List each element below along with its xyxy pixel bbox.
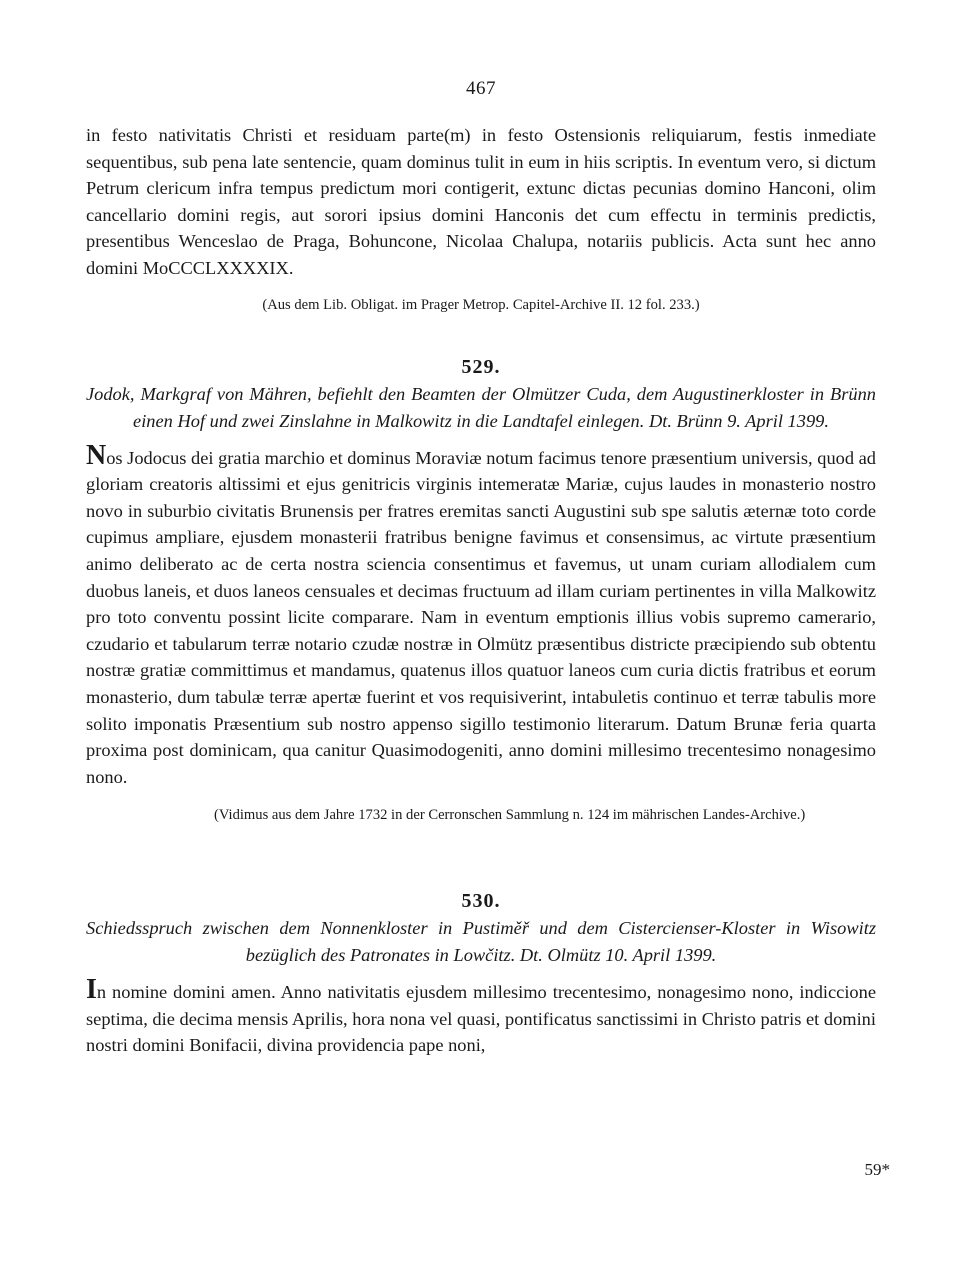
initial-letter-530: I [86,974,97,1006]
page-number: 467 [466,78,496,99]
text-529: os Jodocus dei gratia marchio et dominus Moraviæ notum facimus tenore præsentium universis, quod ad gloriam creatoris altissimi et ejus genitricis virginis intemeratæ Mariæ, cujus laudes in monasterio nostro novo in suburbio civitatis Brunensis per fratres eremitas sancti Augustini sub spe salutis æternæ toto corde cupimus ampliare, ejusdem monasterii fratribus benigne favimus et consensimus, ac virtute præsentium animo deliberato ac de certa nostra sciencia consentimus et favemus, ut unam curiam allodialem cum duobus laneis, et duos laneos censuales et decimas fructuum ad illam curiam pertinentes in villa Malkowitz pro toto conventu possint licite comparare. Nam in eventum emptionis illius vobis supremo camerario, czudario et tabularum terræ notario czudæ nostræ in Olmütz præsentibus districte præcipiendo sub obtentu nostræ gratiæ committimus et mandamus, quatenus illos quatuor laneos cum curia dictis fratribus et eorum monasterio, dum tabulæ terræ apertæ fuerint et vos requisiverint, intabuletis continuo et terræ tabulis more solito imponatis Præsentium sub nostro appenso sigillo testimonio literarum. Datum Brunæ feria quarta proxima post dominicam, qua canitur Quasimodogeniti, anno domini millesimo trecentesimo nonagesimo nono. [86,447,876,787]
initial-letter-529: N [86,439,107,471]
source-note-529: (Vidimus aus dem Jahre 1732 in der Cerronschen Sammlung n. 124 im mährischen Landes-Archive.) [214,807,806,824]
document-number-530: 530. [461,890,501,913]
text-530: n nomine domini amen. Anno nativitatis ejusdem millesimo trecentesimo, nonagesimo nono, indiccione septima, die decima mensis Aprilis, hora nona vel quasi, pontificatus sanctissimi in Christo patris et domini nostri domini Bonifacii, divina providencia pape noni, [86,982,876,1056]
document-text-530 [86,974,876,1059]
regest-529: Jodok, Markgraf von Mähren, befiehlt den Beamten der Olmützer Cuda, dem Augustinerkloster in Brünn einen Hof und zwei Zinslahne in Malkowitz in die Landtafel einlegen. Dt. Brünn 9. April 1399. [86,383,876,431]
folio-mark: 59* [864,1160,890,1179]
source-note-1: (Aus dem Lib. Obligat. im Prager Metrop. Capitel-Archive II. 12 fol. 233.) [262,296,700,313]
document-number-529: 529. [461,355,501,378]
regest-530: Schiedsspruch zwischen dem Nonnenkloster in Pustiměř und dem Cistercienser-Kloster in Wisowitz bezüglich des Patronates in Lowčitz. Dt. Olmütz 10. April 1399. [86,918,876,966]
document-text-529 [86,439,876,791]
continuation-text: in festo nativitatis Christi et residuam parte(m) in festo Ostensionis reliquiarum, festis inmediate sequentibus, sub pena late sentencie, quam dominus tulit in eum in hiis scriptis. In eventum vero, si dictum Petrum clericum infra tempus predictum mori contigerit, extunc dictas pecunias domino Hanconi, olim cancellario domini regis, aut sorori ipsius domini Hanconis det cum effectu in terminis predictis, presentibus Wenceslao de Praga, Bohuncone, Nicolaa Chalupa, notariis publicis. Acta sunt hec anno domini MoCCCLXXXXIX. [86,125,876,278]
document-page [86,78,876,1059]
